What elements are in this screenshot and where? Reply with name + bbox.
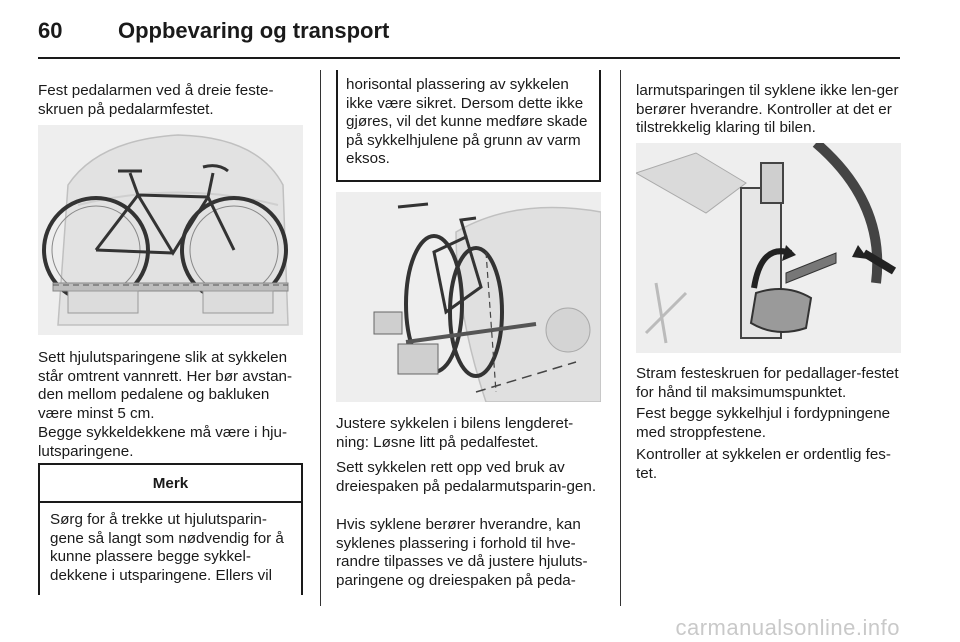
paragraph: Stram festeskruen for pedallager-festet for hånd til maksimumspunktet. xyxy=(636,365,899,401)
column-divider-2 xyxy=(620,70,621,606)
page-number: 60 xyxy=(38,18,63,43)
header-divider xyxy=(38,57,900,59)
paragraph: Justere sykkelen i bilens lengderet-ning: Løsne litt på pedalfestet. xyxy=(336,415,574,451)
note-box-continued xyxy=(336,70,601,182)
paragraph: Hvis syklene berører hverandre, kan syklenes plassering i forhold til hve-randre tilpasses ve då justere hjuluts-paringene og dreiespaken på peda- xyxy=(336,516,588,589)
note-text: Sørg for å trekke ut hjulutsparin-gene så langt som nødvendig for å kunne plassere begge sykkel-dekkene i utsparingene. Ellers vil xyxy=(50,511,284,584)
pedal-clamp-illustration xyxy=(636,143,901,353)
bike-on-carrier-drawing xyxy=(38,125,303,335)
paragraph: Sett sykkelen rett opp ved bruk av dreiespaken på pedalarmutsparin-gen. xyxy=(336,459,597,495)
paragraph: larmutsparingen til syklene ikke len-ger berører hverandre. Kontroller at det er tilstrekkelig klaring til bilen. xyxy=(636,82,899,137)
paragraph: Fest begge sykkelhjul i fordypningene med stroppfestene. xyxy=(636,405,891,441)
note-text-continued: horisontal plassering av sykkelen ikke være sikret. Dersom dette ikke gjøres, vil det kunne medføre skade på sykkelhjulene på grunn av varm eksos. xyxy=(346,76,588,168)
column-divider-1 xyxy=(320,70,321,606)
note-heading: Merk xyxy=(40,465,301,503)
bike-alignment-illustration xyxy=(336,192,601,402)
paragraph: Fest pedalarmen ved å dreie feste-skruen på pedalarmfestet. xyxy=(38,82,274,118)
bike-alignment-drawing xyxy=(336,192,601,402)
note-box xyxy=(38,463,303,595)
watermark: carmanualsonline.info xyxy=(675,615,900,640)
paragraph: Kontroller at sykkelen er ordentlig fes-tet. xyxy=(636,446,891,482)
pedal-clamp-drawing xyxy=(636,143,901,353)
paragraph: Sett hjulutsparingene slik at sykkelen står omtrent vannrett. Her bør avstan-den mellom pedalene og bakluken være minst 5 cm. xyxy=(38,349,293,422)
bike-on-carrier-illustration xyxy=(38,125,303,335)
page-title: Oppbevaring og transport xyxy=(118,18,390,43)
paragraph: Begge sykkeldekkene må være i hju-lutsparingene. xyxy=(38,424,288,460)
